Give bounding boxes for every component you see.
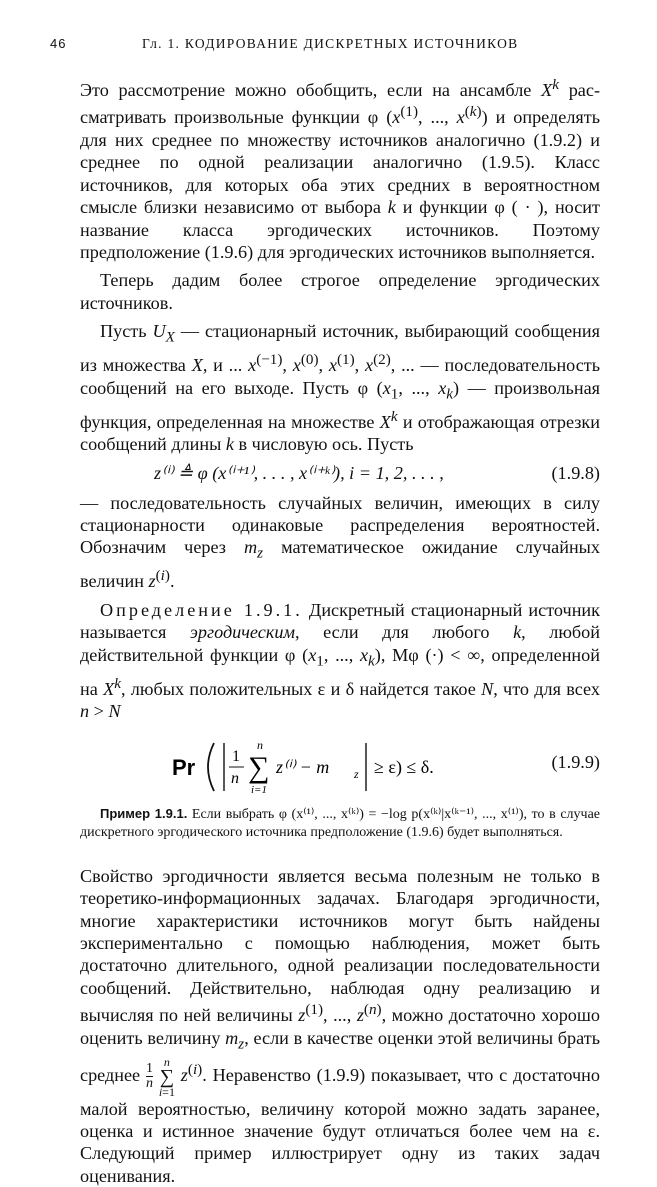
paragraph-1: Это рассмотрение можно обобщить, если на ансамбле $X^k$ рас-сматривать произвольные функции φ ($x^{(1)}$, ..., $x^{(k)}$) и определять для них среднее по множеству источников аналогично (1.9.2) и среднее по одной реализации аналогично (1.9.5). Класс источников, для которых оба этих средних в вероятностном смысле близки независимо от выбора k и функции φ ( · ), носит название класса эргодических источников. Поэтому предположение (1.9.6) для эргодических источников выполняется. (80, 76, 601, 262)
paragraph-2: Теперь дадим более строгое определение эргодических источников. (80, 270, 600, 313)
equation-expression (172, 737, 532, 802)
example-label: Пример 1.9.1. (100, 805, 188, 821)
equation-number: (1.9.8) (551, 462, 600, 483)
inequality-rhs: ≥ ε) ≤ δ. (374, 756, 434, 777)
sum-sign: ∑ (248, 750, 270, 784)
paragraph-4: — последовательность случайных величин, имеющих в силу стационарности одинаковые распределения вероятностей. Обозначим через $m_z$ математическое ожидание случайных величин $z^{(i)}$. (80, 492, 600, 592)
probability-formula (172, 737, 532, 797)
sum-lower-limit: i=1 (251, 783, 267, 796)
equation-1-9-8 (80, 462, 600, 488)
fraction-numerator: 1 (232, 747, 240, 765)
term-ergodic: эргодическим (189, 622, 296, 643)
page-body (80, 74, 600, 1187)
equation-1-9-9 (80, 733, 600, 797)
definition-1-9-1: Определение 1.9.1. Дискретный стационарный источник называется эргодическим, если для любого k, любой действительной функции φ ($x_1$, ..., $x_k$), Mφ (·) < ∞, определенной на $X^k$, любых положительных ε и δ найдется такое N, что для всех n > N (80, 599, 601, 722)
page-number: 46 (50, 36, 67, 51)
paragraph-5: Свойство эргодичности является весьма полезным не только в теоретико-информационных задачах. Благодаря эргодичности, многие характеристики источников могут быть найдены экспериментально с помощью наблюдения, может быть достаточно длительного, одной реализации последовательности сообщений. Действительно, наблюдая одну реализацию и вычисляя по ней величины $z^{(1)}$, ..., $z^{(n)}$, можно достаточно хорошо оценить величину $m_z$, если в качестве оценки этой величины брать среднее $\frac{1}{n}$ n ∑ i=1 $z^{(i)}$. Неравенство (1.9.9) показывает, что с достаточно малой вероятностью, величину которой можно задать заранее, оценка и истинное значение будут отличаться более чем на ε. Следующий пример иллюстрирует одну из таких задач оценивания. (80, 865, 600, 1186)
pr-symbol: Pr (172, 754, 196, 780)
definition-label: Определение 1.9.1. (100, 599, 303, 620)
example-1-9-1: Пример 1.9.1. Если выбрать φ (x⁽¹⁾, ..., x⁽ᵏ⁾) = −log p(x⁽ᵏ⁾|x⁽ᵏ⁻¹⁾, ..., x⁽¹⁾), то в случае дискретного эргодического источника предположение (1.9.6) будет выполняться. (80, 805, 601, 841)
fraction-denominator: n (231, 769, 239, 787)
sum-body: z⁽ⁱ⁾ − m (276, 756, 330, 777)
subscript-z: z (354, 766, 359, 781)
chapter-title: Гл. 1. КОДИРОВАНИЕ ДИСКРЕТНЫХ ИСТОЧНИКОВ (142, 36, 519, 51)
sum-upper-limit: n (257, 737, 263, 752)
equation-number: (1.9.9) (551, 751, 600, 772)
equation-expression: z⁽ⁱ⁾ ≜ φ (x⁽ⁱ⁺¹⁾, . . . , x⁽ⁱ⁺ᵏ⁾), i = 1, 2, . . . , (154, 462, 444, 483)
paragraph-3: Пусть $U_X$ — стационарный источник, выбирающий сообщения из множества X, и ... $x^{(-1)}$, $x^{(0)}$, $x^{(1)}$, $x^{(2)}$, ... — последовательность сообщений на его выходе. Пусть φ ($x_1$, ..., $x_k$) — произвольная функция, определенная на множестве $X^k$ и отображающая отрезки сообщений длины k в числовую ось. Пусть (80, 321, 601, 455)
